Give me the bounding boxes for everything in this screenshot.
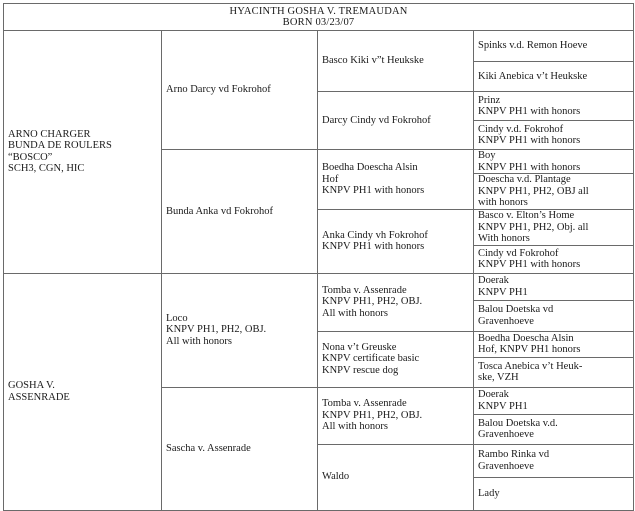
dog-entry-line: Balou Doetska vd [478,304,554,315]
dog-entry-line: Gravenhoeve [478,315,534,327]
dog-entry-line: Boedha Doescha Alsin [478,332,574,344]
great-great-grandparent-cell [474,444,634,477]
great-great-grandparent-cell [474,477,634,510]
great-granddam-cell [318,210,474,274]
dog-entry-line: Loco [166,312,188,324]
dog-entry-line: KNPV PH1 [478,400,528,412]
dog-entry-line: KNPV PH1 with honors [322,185,425,197]
great-granddam-cell [318,444,474,510]
great-great-grandparent-cell [474,414,634,444]
dog-entry-line: All with honors [322,421,388,433]
dog-entry-line: KNPV certificate basic [322,353,420,365]
dog-entry-line: Doerak [478,389,509,400]
dog-entry-line: KNPV PH1 with honors [478,161,581,173]
dog-entry-line: Basco v. Elton’s Home [478,210,575,221]
maternal-grandsire-cell [162,273,318,387]
great-great-grandparent-cell [474,121,634,150]
dog-entry-line: Kiki Anebica v’t Heukske [478,70,588,82]
dog-entry-line: KNPV PH1, PH2, OBJ. [322,296,423,308]
dog-entry-line: ASSENRADE [8,391,70,403]
dog-entry-line: Doescha v.d. Plantage [478,174,571,186]
dog-entry-line: Tosca Anebica v’t Heuk- [478,360,583,372]
great-great-grandparent-cell [474,331,634,357]
great-granddam-cell [318,331,474,387]
dog-entry-line: KNPV PH1 with honors [478,135,581,146]
pedigree-row [4,273,634,300]
great-great-grandparent-cell [474,31,634,62]
dog-entry-line: Basco Kiki v”t Heukske [322,55,424,67]
dog-entry-line: KNPV rescue dog [322,364,399,376]
dog-entry-line: Cindy v.d. Fokrohof [478,123,564,135]
great-great-grandparent-cell [474,150,634,174]
dog-entry-line: Nona v’t Greuske [322,341,397,353]
great-great-grandparent-cell [474,210,634,246]
dog-entry-line: KNPV PH1, PH2, OBJ. [322,409,423,421]
dog-entry-line: Lady [478,487,500,499]
dog-entry-line: BUNDA DE ROULERS [8,140,112,152]
dog-entry-line: KNPV PH1, PH2, OBJ. [166,324,267,336]
great-grandsire-cell [318,387,474,444]
dog-entry-line: Cindy vd Fokrohof [478,247,559,259]
dog-entry-line: Prinz [478,94,501,106]
great-great-grandparent-cell [474,387,634,414]
dog-entry-line: Anka Cindy vh Fokrohof [322,229,428,241]
maternal-granddam-cell [162,387,318,510]
dog-entry-line: Darcy Cindy vd Fokrohof [322,114,431,126]
paternal-granddam-cell [162,150,318,274]
dog-entry-line: Waldo [322,471,350,483]
dog-entry-line: Doerak [478,275,509,286]
dog-entry-line: with honors [478,197,528,209]
dog-entry-line: KNPV PH1 with honors [478,259,581,270]
great-great-grandparent-cell [474,300,634,331]
pedigree-table [3,3,634,511]
dog-entry-line: Arno Darcy vd Fokrohof [166,84,271,96]
dog-entry-line: KNPV PH1 with honors [322,241,425,253]
great-grandsire-cell [318,150,474,210]
great-granddam-cell [318,92,474,150]
dog-entry-line: Rambo Rinka vd [478,449,550,460]
dog-entry-line: Gravenhoeve [478,429,534,440]
sire-cell [4,31,162,274]
great-grandsire-cell [318,31,474,92]
great-great-grandparent-cell [474,92,634,121]
dog-entry-line: Bunda Anka vd Fokrohof [166,205,274,217]
great-great-grandparent-cell [474,62,634,92]
great-great-grandparent-cell [474,174,634,210]
great-great-grandparent-cell [474,245,634,273]
great-great-grandparent-cell [474,273,634,300]
great-great-grandparent-cell [474,357,634,387]
dog-entry-line: Gravenhoeve [478,460,534,472]
dog-entry-line: Tomba v. Assenrade [322,284,407,296]
header-row [4,4,634,31]
pedigree-header [4,4,634,31]
paternal-grandsire-cell [162,31,318,150]
dog-entry-line: With honors [478,233,530,244]
dam-cell [4,273,162,510]
dog-entry-line: Hof, KNPV PH1 honors [478,344,581,355]
dog-entry-line: KNPV PH1 [478,286,528,298]
pedigree-row [4,31,634,62]
dog-entry-line: Sascha v. Assenrade [166,442,251,454]
dog-entry-line: All with honors [166,335,232,347]
dog-entry-line: ske, VZH [478,372,519,383]
dog-entry-line: All with honors [322,307,388,319]
dog-entry-line: Boedha Doescha Alsin [322,162,418,174]
dog-entry-line: Hof [322,173,339,185]
dog-entry-line: KNPV PH1, PH2, Obj. all [478,221,589,233]
dog-name-title: HYACINTH GOSHA V. TREMAUDAN [229,5,408,17]
dog-entry-line: Balou Doetska v.d. [478,417,558,429]
dog-entry-line: “BOSCO” [8,151,53,163]
dog-entry-line: SCH3, CGN, HIC [8,163,85,175]
dog-entry-line: GOSHA V. [8,380,55,391]
dog-entry-line: Spinks v.d. Remon Hoeve [478,40,588,52]
dog-entry-line: KNPV PH1, PH2, OBJ all [478,185,589,197]
great-grandsire-cell [318,273,474,331]
dog-entry-line: ARNO CHARGER [8,128,91,140]
dog-entry-line: Tomba v. Assenrade [322,398,407,410]
dog-entry-line: KNPV PH1 with honors [478,106,581,117]
birth-date: BORN 03/23/07 [282,17,355,28]
dog-entry-line: Boy [478,150,496,161]
